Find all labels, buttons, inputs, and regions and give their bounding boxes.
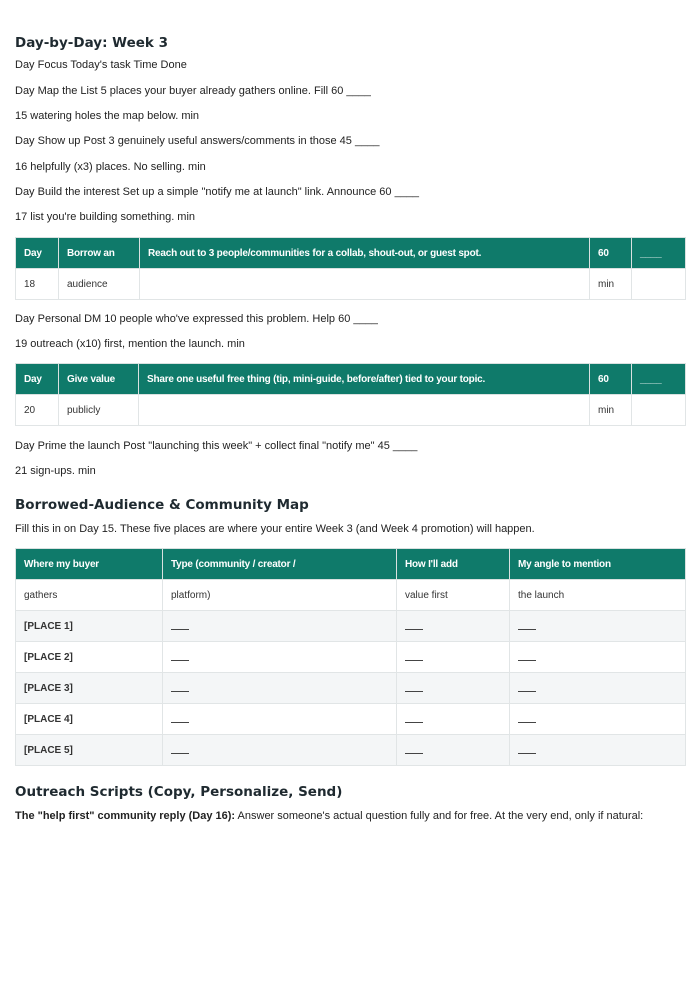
table-cell: 20 xyxy=(16,395,59,426)
table-row xyxy=(16,735,686,766)
blank-cell[interactable] xyxy=(397,673,510,704)
blank-line xyxy=(171,652,189,661)
blank-cell[interactable] xyxy=(510,704,686,735)
place-label: [PLACE 2] xyxy=(16,642,163,673)
header-cell: Where my buyer xyxy=(16,549,163,580)
blank-line xyxy=(518,714,536,723)
blank-line xyxy=(171,621,189,630)
table-cell xyxy=(139,395,590,426)
table-row xyxy=(16,395,686,426)
header-cell: Reach out to 3 people/communities for a collab, shout-out, or guest spot. xyxy=(140,238,590,269)
table-cell: 18 xyxy=(16,269,59,300)
header-cell: Type (community / creator / xyxy=(163,549,397,580)
blank-line xyxy=(405,652,423,661)
place-label: [PLACE 4] xyxy=(16,704,163,735)
table-cell xyxy=(632,395,686,426)
blank-line xyxy=(171,683,189,692)
map-intro: Fill this in on Day 15. These five places are where your entire Week 3 (and Week 4 promotion) will happen. xyxy=(15,523,535,535)
header-cell: My angle to mention xyxy=(510,549,686,580)
day17-line-1: Day Build the interest Set up a simple "notify me at launch" link. Announce 60 ____ xyxy=(15,186,420,198)
week-heading: Day-by-Day: Week 3 xyxy=(15,35,168,51)
header-cell: ____ xyxy=(632,364,686,395)
day15-line-1: Day Map the List 5 places your buyer already gathers online. Fill 60 ____ xyxy=(15,85,371,97)
blank-cell[interactable] xyxy=(510,642,686,673)
scripts-paragraph-lead: The "help first" community reply (Day 16): xyxy=(15,810,236,822)
blank-cell[interactable] xyxy=(397,642,510,673)
day19-line-2: 19 outreach (x10) first, mention the launch. min xyxy=(15,338,245,350)
blank-line xyxy=(518,621,536,630)
table-cell: gathers xyxy=(16,580,163,611)
scripts-paragraph xyxy=(15,807,675,825)
place-label: [PLACE 5] xyxy=(16,735,163,766)
column-header-line: Day Focus Today's task Time Done xyxy=(15,59,187,71)
scripts-heading: Outreach Scripts (Copy, Personalize, Send) xyxy=(15,784,343,800)
blank-cell[interactable] xyxy=(397,704,510,735)
table-row xyxy=(16,269,686,300)
header-cell: Borrow an xyxy=(59,238,140,269)
day17-line-2: 17 list you're building something. min xyxy=(15,211,196,223)
blank-line xyxy=(171,745,189,754)
table-cell: publicly xyxy=(59,395,139,426)
blank-line xyxy=(405,745,423,754)
table-header-row xyxy=(16,238,686,269)
header-cell: Give value xyxy=(59,364,139,395)
table-header-row xyxy=(16,364,686,395)
blank-line xyxy=(405,621,423,630)
table-cell: platform) xyxy=(163,580,397,611)
header-cell: 60 xyxy=(590,238,632,269)
table-header-row xyxy=(16,549,686,580)
blank-line xyxy=(518,745,536,754)
blank-cell[interactable] xyxy=(510,673,686,704)
blank-line xyxy=(518,683,536,692)
table-row xyxy=(16,611,686,642)
header-cell: How I'll add xyxy=(397,549,510,580)
scripts-paragraph-text: Answer someone's actual question fully and for free. At the very end, only if natural: xyxy=(235,810,644,822)
table-cell xyxy=(140,269,590,300)
day21-line-2: 21 sign-ups. min xyxy=(15,465,96,477)
blank-cell[interactable] xyxy=(163,642,397,673)
day21-line-1: Day Prime the launch Post "launching this week" + collect final "notify me" 45 ____ xyxy=(15,440,418,452)
header-cell: Day xyxy=(16,238,59,269)
table-row xyxy=(16,580,686,611)
blank-line xyxy=(405,714,423,723)
community-map-table xyxy=(15,548,686,766)
blank-cell[interactable] xyxy=(397,611,510,642)
table-cell: min xyxy=(590,269,632,300)
blank-cell[interactable] xyxy=(163,673,397,704)
table-cell: audience xyxy=(59,269,140,300)
blank-cell[interactable] xyxy=(510,735,686,766)
blank-cell[interactable] xyxy=(397,735,510,766)
day20-table xyxy=(15,363,686,426)
blank-cell[interactable] xyxy=(163,611,397,642)
day16-line-1: Day Show up Post 3 genuinely useful answers/comments in those 45 ____ xyxy=(15,135,380,147)
blank-line xyxy=(405,683,423,692)
blank-line xyxy=(518,652,536,661)
blank-cell[interactable] xyxy=(163,735,397,766)
blank-cell[interactable] xyxy=(163,704,397,735)
day15-line-2: 15 watering holes the map below. min xyxy=(15,110,200,122)
day19-line-1: Day Personal DM 10 people who've expressed this problem. Help 60 ____ xyxy=(15,313,378,325)
table-cell: the launch xyxy=(510,580,686,611)
place-label: [PLACE 1] xyxy=(16,611,163,642)
table-cell: min xyxy=(590,395,632,426)
header-cell: Share one useful free thing (tip, mini-guide, before/after) tied to your topic. xyxy=(139,364,590,395)
table-row xyxy=(16,673,686,704)
day16-line-2: 16 helpfully (x3) places. No selling. min xyxy=(15,161,206,173)
place-label: [PLACE 3] xyxy=(16,673,163,704)
header-cell: 60 xyxy=(590,364,632,395)
day18-table xyxy=(15,237,686,300)
table-row xyxy=(16,704,686,735)
blank-line xyxy=(171,714,189,723)
table-cell: value first xyxy=(397,580,510,611)
header-cell: Day xyxy=(16,364,59,395)
map-heading: Borrowed-Audience & Community Map xyxy=(15,497,309,513)
table-cell xyxy=(632,269,686,300)
header-cell: ____ xyxy=(632,238,686,269)
table-row xyxy=(16,642,686,673)
blank-cell[interactable] xyxy=(510,611,686,642)
